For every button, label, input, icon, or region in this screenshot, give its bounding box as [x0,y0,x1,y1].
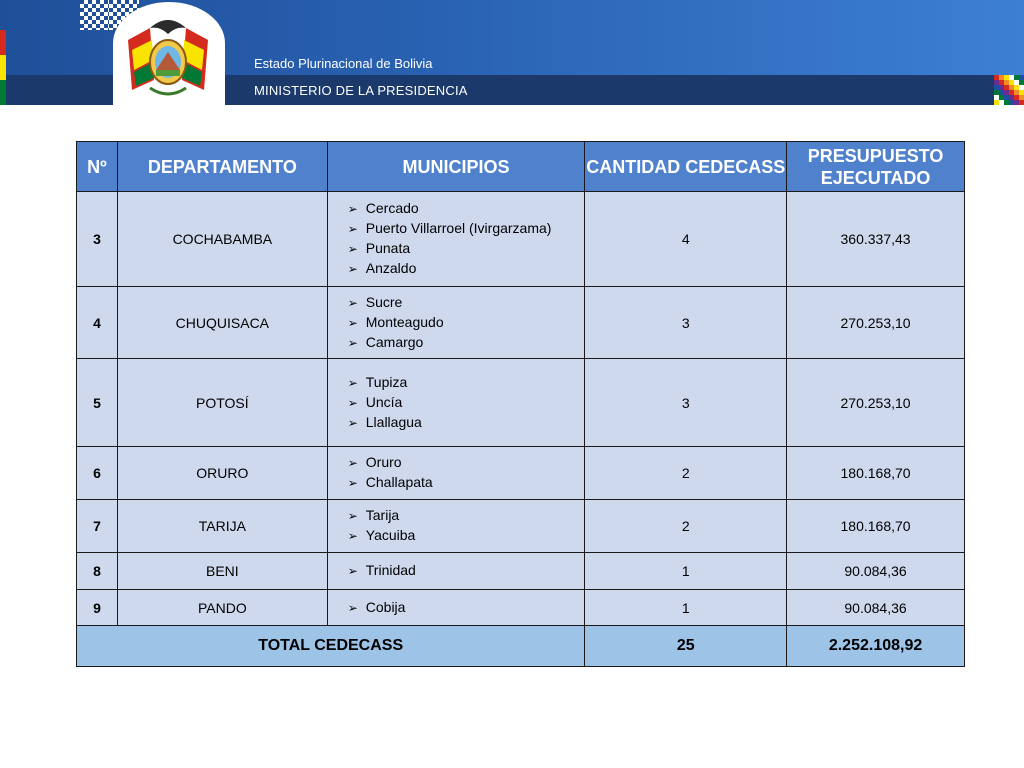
table-row [77,359,965,447]
total-presupuesto: 2.252.108,92 [787,626,965,667]
row-municipios [327,553,585,590]
row-municipios [327,447,585,500]
row-number: 6 [77,447,118,500]
col-header-presupuesto: PRESUPUESTO EJECUTADO [787,142,965,192]
table-row [77,590,965,626]
municipio-item [348,293,585,313]
col-header-municipios: MUNICIPIOS [327,142,585,192]
row-presupuesto: 90.084,36 [787,553,965,590]
row-cantidad: 3 [585,359,787,447]
municipio-list [348,199,585,279]
total-label: TOTAL CEDECASS [77,626,585,667]
row-presupuesto: 270.253,10 [787,359,965,447]
row-cantidad: 1 [585,553,787,590]
municipio-item [348,598,585,618]
row-municipios [327,287,585,359]
row-municipios [327,192,585,287]
row-departamento: POTOSÍ [117,359,327,447]
municipio-name: Sucre [365,293,403,310]
municipio-list [348,453,585,493]
table-row [77,447,965,500]
municipio-item [348,239,585,259]
arrow-bullet-icon: ➢ [347,456,358,470]
municipio-item [348,393,585,413]
municipio-list [348,293,585,353]
cedecass-budget-table [76,141,965,667]
municipio-name: Yacuiba [365,527,416,543]
arrow-bullet-icon: ➢ [347,222,358,236]
col-header-departamento: DEPARTAMENTO [117,142,327,192]
wiphala-flag-icon [994,75,1024,105]
row-number: 5 [77,359,118,447]
arrow-bullet-icon: ➢ [347,262,358,276]
arrow-bullet-icon: ➢ [347,476,358,490]
row-departamento: TARIJA [117,500,327,553]
arrow-bullet-icon: ➢ [347,335,358,350]
total-row [77,626,965,667]
row-departamento: COCHABAMBA [117,192,327,287]
arrow-bullet-icon: ➢ [347,600,358,615]
municipio-list [348,373,585,433]
arrow-bullet-icon: ➢ [347,395,358,410]
municipio-name: Uncía [365,393,403,410]
row-number: 9 [77,590,118,626]
row-number: 4 [77,287,118,359]
row-municipios [327,359,585,447]
municipio-name: Puerto Villarroel (Ivirgarzama) [365,220,552,236]
municipio-item [348,199,585,219]
municipio-list [348,598,585,618]
row-departamento: BENI [117,553,327,590]
arrow-bullet-icon: ➢ [347,202,358,216]
municipio-item [348,453,585,473]
checker-pattern [80,0,109,30]
arrow-bullet-icon: ➢ [347,295,358,310]
municipio-name: Oruro [365,454,402,470]
row-number: 7 [77,500,118,553]
state-name: Estado Plurinacional de Bolivia [254,56,433,71]
arrow-bullet-icon: ➢ [347,375,358,390]
bolivia-coat-of-arms-icon [120,10,216,100]
arrow-bullet-icon: ➢ [347,509,358,523]
municipio-list [348,506,585,546]
row-number: 8 [77,553,118,590]
municipio-name: Tupiza [365,373,408,390]
municipio-name: Camargo [365,333,424,350]
municipio-item [348,333,585,353]
municipio-item [348,506,585,526]
row-departamento: ORURO [117,447,327,500]
col-header-number: Nº [77,142,118,192]
municipio-item [348,413,585,433]
arrow-bullet-icon: ➢ [347,242,358,256]
arrow-bullet-icon: ➢ [347,529,358,543]
row-departamento: CHUQUISACA [117,287,327,359]
municipio-item [348,561,585,581]
municipio-name: Monteagudo [365,313,444,330]
row-municipios [327,590,585,626]
row-presupuesto: 180.168,70 [787,447,965,500]
total-cantidad: 25 [585,626,787,667]
row-cantidad: 2 [585,500,787,553]
municipio-item [348,473,585,493]
ministry-name: MINISTERIO DE LA PRESIDENCIA [254,83,468,98]
municipio-item [348,259,585,279]
municipio-name: Cobija [365,598,406,615]
municipio-item [348,313,585,333]
arrow-bullet-icon: ➢ [347,564,358,578]
municipio-name: Llallagua [365,413,422,430]
row-presupuesto: 360.337,43 [787,192,965,287]
municipio-name: Challapata [365,474,433,490]
row-presupuesto: 180.168,70 [787,500,965,553]
row-municipios [327,500,585,553]
municipio-name: Trinidad [365,562,416,578]
municipio-name: Tarija [365,507,400,523]
municipio-name: Anzaldo [365,260,417,276]
arrow-bullet-icon: ➢ [347,315,358,330]
row-cantidad: 3 [585,287,787,359]
municipio-name: Punata [365,240,411,256]
row-cantidad: 4 [585,192,787,287]
row-cantidad: 2 [585,447,787,500]
row-cantidad: 1 [585,590,787,626]
municipio-name: Cercado [365,200,419,216]
row-presupuesto: 90.084,36 [787,590,965,626]
municipio-item [348,373,585,393]
table-header-row [77,142,965,192]
col-header-cantidad: CANTIDAD CEDECASS [585,142,787,192]
table-row [77,287,965,359]
table-row [77,192,965,287]
municipio-item [348,526,585,546]
table-row [77,553,965,590]
row-number: 3 [77,192,118,287]
row-departamento: PANDO [117,590,327,626]
municipio-item [348,219,585,239]
municipio-list [348,561,585,581]
row-presupuesto: 270.253,10 [787,287,965,359]
arrow-bullet-icon: ➢ [347,415,358,430]
bolivia-flag-stripe [0,30,6,105]
table-row [77,500,965,553]
